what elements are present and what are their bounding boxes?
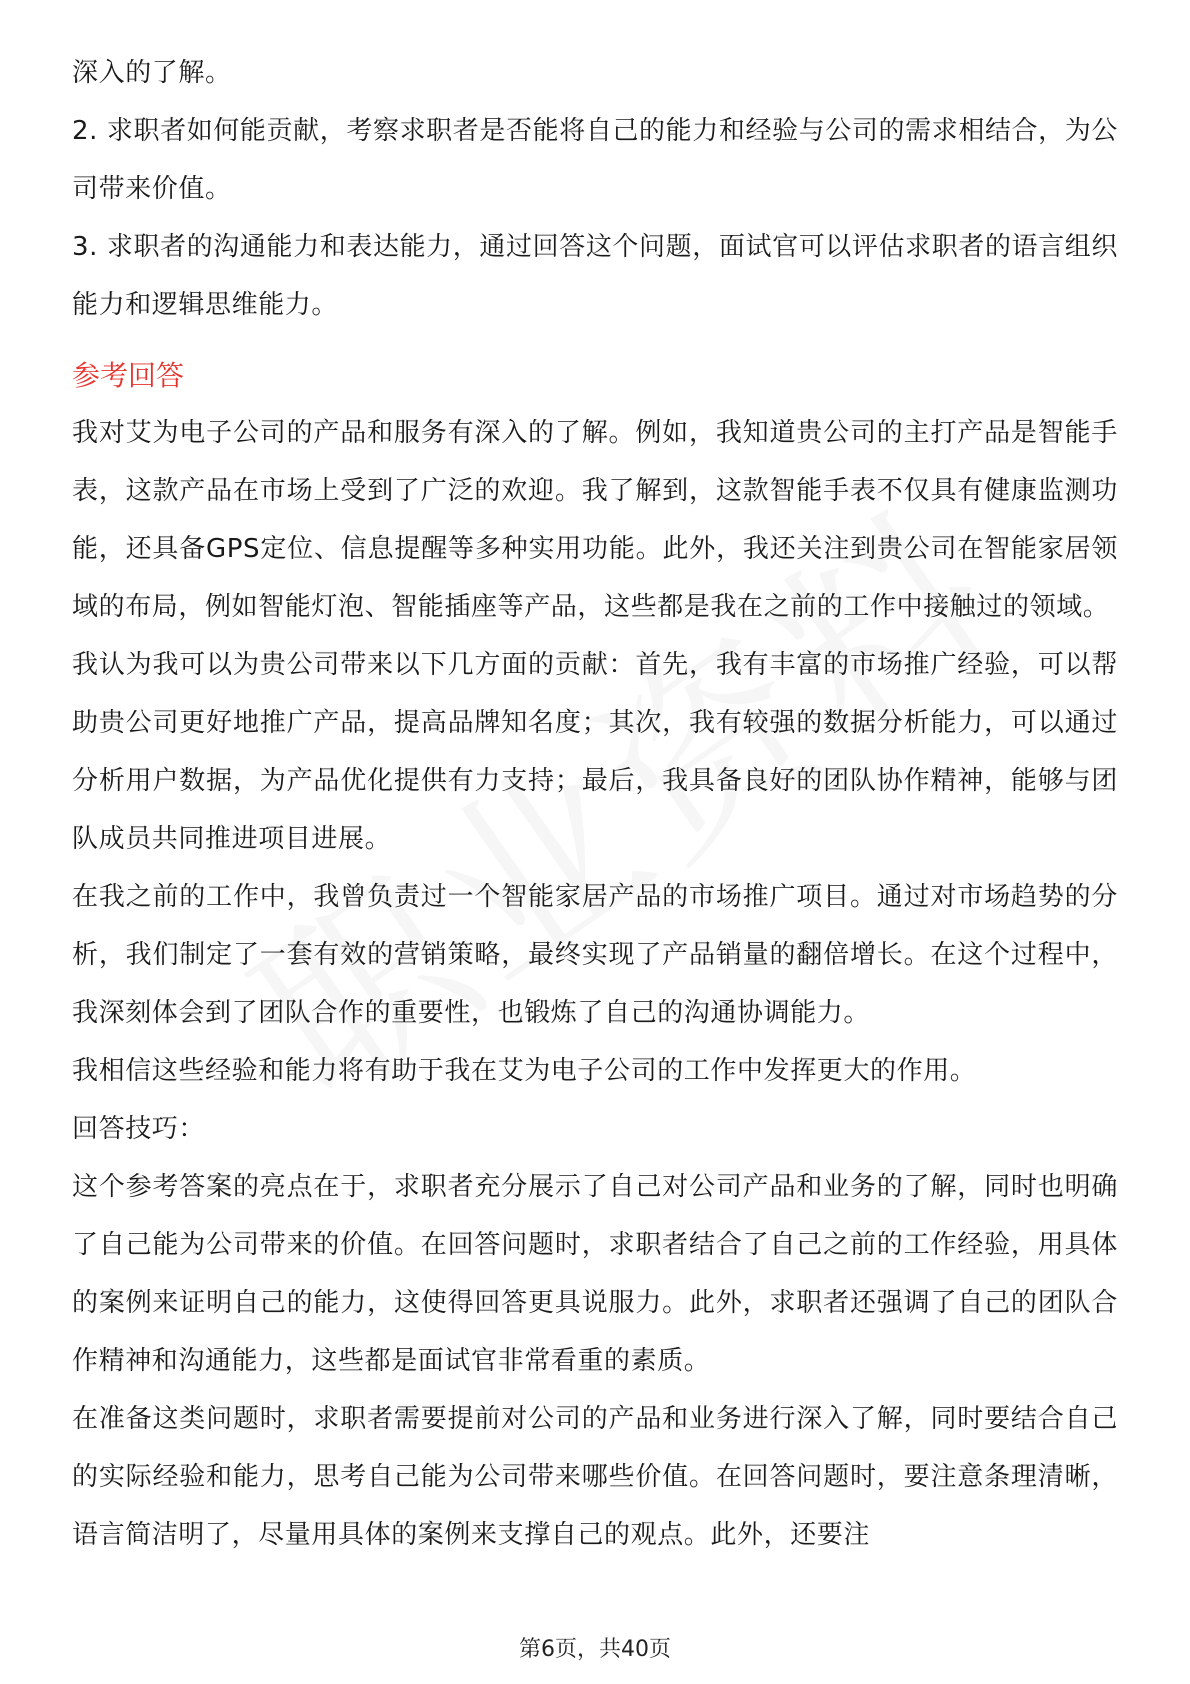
paragraph: 我认为我可以为贵公司带来以下几方面的贡献：首先，我有丰富的市场推广经验，可以帮助贵公司更好地推广产品，提高品牌知名度；其次，我有较强的数据分析能力，可以通过分析用户数据，为产品优化提供有力支持；最后，我具备良好的团队协作精神，能够与团队成员共同推进项目进展。	[72, 650, 1118, 854]
paragraph: 在我之前的工作中，我曾负责过一个智能家居产品的市场推广项目。通过对市场趋势的分析，我们制定了一套有效的营销策略，最终实现了产品销量的翻倍增长。在这个过程中，我深刻体会到了团队合作的重要性，也锻炼了自己的沟通协调能力。	[72, 882, 1118, 1028]
paragraph: 这个参考答案的亮点在于，求职者充分展示了自己对公司产品和业务的了解，同时也明确了自己能为公司带来的价值。在回答问题时，求职者结合了自己之前的工作经验，用具体的案例来证明自己的能力，这使得回答更具说服力。此外，求职者还强调了自己的团队合作精神和沟通能力，这些都是面试官非常看重的素质。	[72, 1172, 1118, 1376]
paragraph: 我对艾为电子公司的产品和服务有深入的了解。例如，我知道贵公司的主打产品是智能手表，这款产品在市场上受到了广泛的欢迎。我了解到，这款智能手表不仅具有健康监测功能，还具备GPS定位、信息提醒等多种实用功能。此外，我还关注到贵公司在智能家居领域的布局，例如智能灯泡、智能插座等产品，这些都是我在之前的工作中接触过的领域。	[72, 418, 1118, 622]
document-page	[72, 44, 1118, 1564]
list-item-3: 3. 求职者的沟通能力和表达能力，通过回答这个问题，面试官可以评估求职者的语言组织能力和逻辑思维能力。	[72, 232, 1118, 320]
page-number: 第6页，共40页	[519, 1637, 671, 1662]
text-line: 深入的了解。	[72, 58, 232, 88]
section-title: 参考回答	[72, 359, 185, 392]
paragraph: 我相信这些经验和能力将有助于我在艾为电子公司的工作中发挥更大的作用。	[72, 1056, 977, 1086]
tips-heading: 回答技巧：	[72, 1114, 206, 1144]
paragraph: 在准备这类问题时，求职者需要提前对公司的产品和业务进行深入了解，同时要结合自己的实际经验和能力，思考自己能为公司带来哪些价值。在回答问题时，要注意条理清晰，语言简洁明了，尽量用具体的案例来支撑自己的观点。此外，还要注	[72, 1404, 1118, 1550]
list-item-2: 2. 求职者如何能贡献，考察求职者是否能将自己的能力和经验与公司的需求相结合，为公司带来价值。	[72, 116, 1118, 204]
